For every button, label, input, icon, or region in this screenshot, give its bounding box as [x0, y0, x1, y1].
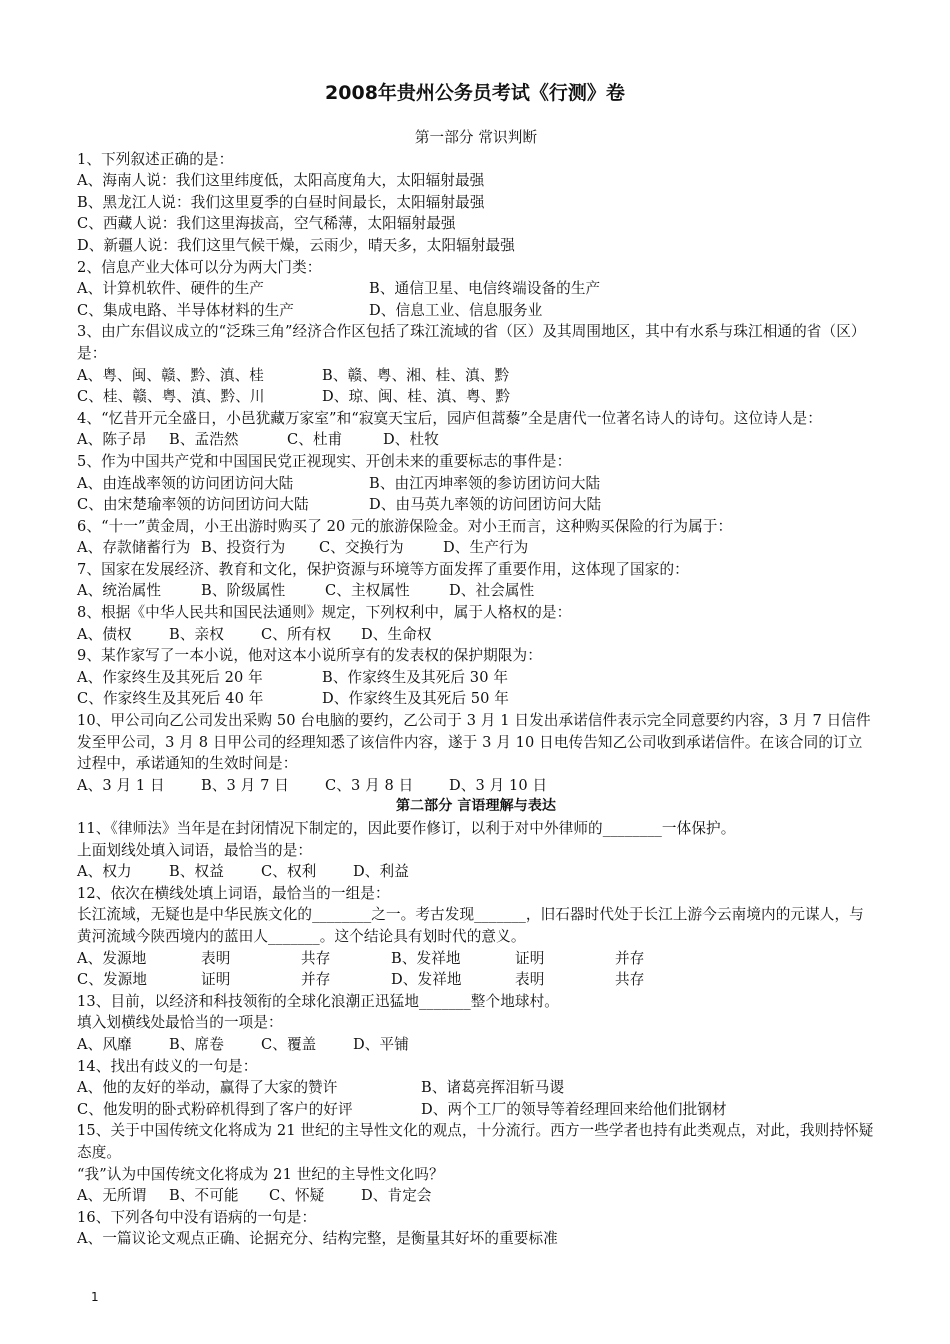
question-6-stem: 6、“十一”黄金周，小王出游时购买了 20 元的旅游保险金。对小王而言，这种购买保险的行为属于： — [77, 517, 733, 535]
question-13-stem: 13、目前，以经济和科技领衔的全球化浪潮正迅猛地_______整个地球村。 — [77, 992, 559, 1010]
question-12-option-d-word3: 共存 — [615, 971, 645, 989]
options-row — [77, 775, 875, 797]
question-5-option-d: D、由马英九率领的访问团访问大陆 — [369, 496, 602, 514]
question-9-option-d: D、作家终生及其死后 50 年 — [322, 690, 509, 708]
question-12-option-a-word3: 共存 — [301, 949, 331, 967]
options-row — [77, 429, 875, 451]
question-15-option-c: C、怀疑 — [269, 1187, 325, 1205]
question-8-option-a: A、债权 — [77, 625, 132, 643]
question-12-option-a-word2: 表明 — [201, 949, 231, 967]
question-2-option-b: B、通信卫星、电信终端设备的生产 — [369, 280, 601, 298]
options-row — [77, 969, 875, 991]
question-4-option-b: B、孟浩然 — [169, 431, 239, 449]
options-row — [77, 948, 875, 970]
question-13-note: 填入划横线处最恰当的一项是： — [77, 1014, 283, 1032]
question-3-option-d: D、琼、闽、桂、滇、粤、黔 — [322, 388, 511, 406]
section-1-heading: 第一部分 常识判断 — [414, 129, 538, 146]
question-5-option-a: A、由连战率领的访问团访问大陆 — [77, 474, 294, 492]
options-row — [77, 624, 875, 646]
question-5-option-c: C、由宋楚瑜率领的访问团访问大陆 — [77, 496, 309, 514]
options-row — [77, 300, 875, 322]
question-14-option-d: D、两个工厂的领导等着经理回来给他们批钢材 — [421, 1100, 727, 1118]
options-row — [77, 1034, 875, 1056]
question-5-option-b: B、由江丙坤率领的参访团访问大陆 — [369, 474, 601, 492]
question-8-option-d: D、生命权 — [361, 625, 432, 643]
question-12-option-c-word1: C、发源地 — [77, 971, 148, 989]
question-13-option-d: D、平铺 — [353, 1035, 409, 1053]
question-14-option-c: C、他发明的卧式粉碎机得到了客户的好评 — [77, 1100, 353, 1118]
question-8-option-b: B、亲权 — [169, 625, 224, 643]
options-row — [77, 386, 875, 408]
question-12-option-b-word2: 证明 — [515, 949, 545, 967]
question-12-option-d-word2: 表明 — [515, 971, 545, 989]
options-row — [77, 1185, 875, 1207]
document-body — [77, 127, 875, 1250]
question-14-stem: 14、找出有歧义的一句是： — [77, 1057, 258, 1075]
question-11-note: 上面划线处填入词语，最恰当的是： — [77, 841, 313, 859]
question-13-option-c: C、覆盖 — [261, 1035, 317, 1053]
question-9-option-b: B、作家终生及其死后 30 年 — [322, 668, 509, 686]
question-2-option-d: D、信息工业、信息服务业 — [369, 301, 543, 319]
page-number: 1 — [91, 1290, 99, 1304]
question-12-option-c-word2: 证明 — [201, 971, 231, 989]
question-12-option-b-word1: B、发祥地 — [391, 949, 461, 967]
question-12-option-c-word3: 并存 — [301, 971, 331, 989]
question-10-option-d: D、3 月 10 日 — [449, 776, 548, 794]
question-11-stem: 11、《律师法》当年是在封闭情况下制定的，因此要作修订，以利于对中外律师的________一体保护。 — [77, 820, 736, 837]
options-row — [77, 494, 875, 516]
question-13-option-a: A、风靡 — [77, 1035, 132, 1053]
question-14-option-a: A、他的友好的举动，赢得了大家的赞许 — [77, 1079, 338, 1097]
options-row — [77, 667, 875, 689]
question-15-note: “我”认为中国传统文化将成为 21 世纪的主导性文化吗？ — [77, 1165, 444, 1183]
section-2-heading: 第二部分 言语理解与表达 — [395, 798, 557, 815]
question-1-option-a: A、海南人说：我们这里纬度低，太阳高度角大，太阳辐射最强 — [77, 172, 485, 190]
question-12-stem: 12、依次在横线处填上词语，最恰当的一组是： — [77, 884, 390, 902]
options-row — [77, 688, 875, 710]
question-4-stem: 4、“忆昔开元全盛日，小邑犹藏万家室”和“寂寞天宝后，园庐但蒿藜”全是唐代一位著名诗人的诗句。这位诗人是： — [77, 409, 822, 427]
options-row — [77, 365, 875, 387]
options-row — [77, 473, 875, 495]
question-1-option-b: B、黑龙江人说：我们这里夏季的白昼时间最长，太阳辐射最强 — [77, 193, 485, 211]
options-row — [77, 278, 875, 300]
options-row — [77, 1077, 875, 1099]
question-7-option-d: D、社会属性 — [449, 582, 535, 600]
question-3-option-b: B、赣、粤、湘、桂、滇、黔 — [322, 366, 510, 384]
question-15-option-a: A、无所谓 — [77, 1187, 147, 1205]
question-7-stem: 7、国家在发展经济、教育和文化，保护资源与环境等方面发挥了重要作用，这体现了国家的： — [77, 560, 689, 578]
question-8-stem: 8、根据《中华人民共和国民法通则》规定，下列权利中，属于人格权的是： — [77, 604, 572, 622]
options-row — [77, 580, 875, 602]
question-4-option-c: C、杜甫 — [287, 431, 343, 449]
question-1-option-c: C、西藏人说：我们这里海拔高，空气稀薄，太阳辐射最强 — [77, 215, 456, 233]
question-3-option-c: C、桂、赣、粤、滇、黔、川 — [77, 388, 265, 406]
question-4-option-d: D、杜牧 — [383, 431, 439, 449]
question-12-option-d-word1: D、发祥地 — [391, 971, 462, 989]
question-7-option-a: A、统治属性 — [77, 582, 162, 600]
question-15-option-b: B、不可能 — [169, 1187, 239, 1205]
question-11-option-b: B、权益 — [169, 863, 224, 881]
question-15-option-d: D、肯定会 — [361, 1187, 432, 1205]
question-9-stem: 9、某作家写了一本小说，他对这本小说所享有的发表权的保护期限为： — [77, 647, 542, 665]
options-row — [77, 861, 875, 883]
question-9-option-a: A、作家终生及其死后 20 年 — [77, 668, 263, 686]
options-row — [77, 1099, 875, 1121]
page-title: 2008年贵州公务员考试《行测》卷 — [325, 82, 625, 104]
question-12-passage: 长江流域，无疑也是中华民族文化的________之一。考古发现_______，旧石器时代处于长江上游今云南境内的元谋人，与黄河流域今陕西境内的蓝田人_______。这个结论具有划时代的意义。 — [77, 906, 864, 945]
question-7-option-b: B、阶级属性 — [201, 582, 286, 600]
question-11-option-a: A、权力 — [77, 863, 132, 881]
question-6-option-a: A、存款储蓄行为 — [77, 539, 191, 557]
question-6-option-b: B、投资行为 — [201, 539, 286, 557]
question-13-option-b: B、席卷 — [169, 1035, 224, 1053]
question-6-option-d: D、生产行为 — [443, 539, 529, 557]
question-15-stem: 15、关于中国传统文化将成为 21 世纪的主导性文化的观点，十分流行。西方一些学者也持有此类观点，对此，我则持怀疑态度。 — [77, 1122, 874, 1161]
question-16-stem: 16、下列各句中没有语病的一句是： — [77, 1208, 317, 1226]
question-11-option-c: C、权利 — [261, 863, 317, 881]
question-12-option-a-word1: A、发源地 — [77, 949, 147, 967]
question-10-option-a: A、3 月 1 日 — [77, 776, 165, 794]
question-10-option-b: B、3 月 7 日 — [201, 776, 289, 794]
question-2-option-c: C、集成电路、半导体材料的生产 — [77, 301, 294, 319]
question-6-option-c: C、交换行为 — [319, 539, 404, 557]
question-11-option-d: D、利益 — [353, 863, 409, 881]
question-10-option-c: C、3 月 8 日 — [325, 776, 414, 794]
question-3-stem: 3、由广东倡议成立的“泛珠三角”经济合作区包括了珠江流域的省（区）及其周围地区，其中有水系与珠江相通的省（区）是： — [77, 323, 866, 362]
question-10-stem: 10、甲公司向乙公司发出采购 50 台电脑的要约，乙公司于 3 月 1 日发出承诺信件表示完全同意要约内容，3 月 7 日信件发至甲公司，3 月 8 日甲公司的经理知悉了该信件内容，遂于 3 月 10 日电传告知乙公司收到承诺信件。在该合同的订立过程中，承诺通知的生效时间是： — [77, 712, 871, 773]
question-5-stem: 5、作为中国共产党和中国国民党正视现实、开创未来的重要标志的事件是： — [77, 452, 572, 470]
question-1-option-d: D、新疆人说：我们这里气候干燥，云雨少，晴天多，太阳辐射最强 — [77, 236, 515, 254]
question-16-option-a: A、一篇议论文观点正确、论据充分、结构完整，是衡量其好坏的重要标准 — [77, 1230, 558, 1248]
question-8-option-c: C、所有权 — [261, 625, 332, 643]
question-12-option-b-word3: 并存 — [615, 949, 645, 967]
question-2-stem: 2、信息产业大体可以分为两大门类： — [77, 258, 322, 276]
question-1-stem: 1、下列叙述正确的是： — [77, 150, 234, 168]
question-2-option-a: A、计算机软件、硬件的生产 — [77, 280, 264, 298]
question-7-option-c: C、主权属性 — [325, 582, 410, 600]
options-row — [77, 537, 875, 559]
question-14-option-b: B、诸葛亮挥泪斩马谡 — [421, 1079, 565, 1097]
question-3-option-a: A、粤、闽、赣、黔、滇、桂 — [77, 366, 264, 384]
question-9-option-c: C、作家终生及其死后 40 年 — [77, 690, 264, 708]
question-4-option-a: A、陈子昂 — [77, 431, 147, 449]
